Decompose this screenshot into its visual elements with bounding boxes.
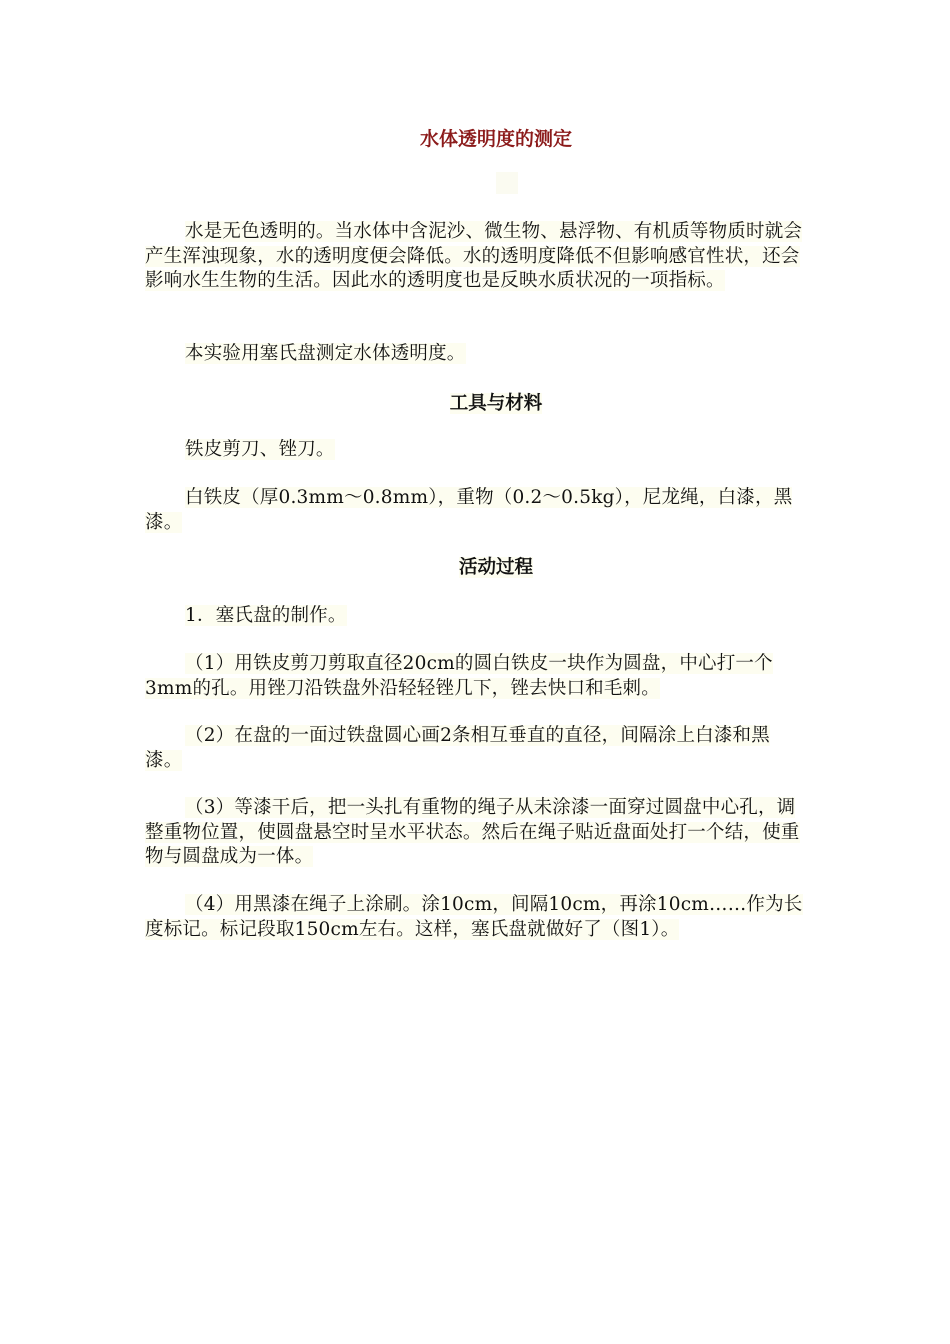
tools-heading-text: 工具与材料 xyxy=(449,393,543,414)
tools-paragraph-2 xyxy=(145,486,805,535)
document-title: 水体透明度的测定 xyxy=(419,128,572,150)
intro-paragraph-2-text: 本实验用塞氏盘测定水体透明度。 xyxy=(185,343,466,364)
step-paragraph-4-text: （3）等漆干后，把一头扎有重物的绳子从未涂漆一面穿过圆盘中心孔，调整重物位置，使圆盘悬空时呈水平状态。然后在绳子贴近盘面处打一个结，使重物与圆盘成为一体。 xyxy=(145,797,800,867)
step-paragraph-4 xyxy=(145,796,805,870)
step-paragraph-1-text: 1．塞氏盘的制作。 xyxy=(185,605,347,626)
process-heading-text: 活动过程 xyxy=(458,557,533,578)
step-paragraph-3 xyxy=(145,724,805,773)
step-paragraph-3-text: （2）在盘的一面过铁盘圆心画2条相互垂直的直径，间隔涂上白漆和黑漆。 xyxy=(145,725,770,771)
step-paragraph-2 xyxy=(145,652,805,701)
tools-heading xyxy=(0,391,950,417)
step-paragraph-5 xyxy=(145,893,805,942)
intro-paragraph-1-text: 水是无色透明的。当水体中含泥沙、微生物、悬浮物、有机质等物质时就会产生浑浊现象，水的透明度便会降低。水的透明度降低不但影响感官性状，还会影响水生生物的生活。因此水的透明度也是反映水质状况的一项指标。 xyxy=(145,221,803,291)
tools-paragraph-1-text: 铁皮剪刀、锉刀。 xyxy=(185,439,335,460)
process-heading xyxy=(0,555,950,581)
intro-paragraph-2 xyxy=(145,342,805,367)
tools-paragraph-2-text: 白铁皮（厚0.3mm～0.8mm），重物（0.2～0.5kg），尼龙绳，白漆，黑漆。 xyxy=(145,487,793,533)
blank-highlight-box xyxy=(496,172,518,194)
intro-paragraph-1 xyxy=(145,220,805,294)
tools-paragraph-1 xyxy=(145,438,805,463)
step-paragraph-1 xyxy=(145,604,805,629)
step-paragraph-5-text: （4）用黑漆在绳子上涂刷。涂10cm，间隔10cm，再涂10cm……作为长度标记。标记段取150cm左右。这样，塞氏盘就做好了（图1）。 xyxy=(145,894,803,940)
step-paragraph-2-text: （1）用铁皮剪刀剪取直径20cm的圆白铁皮一块作为圆盘，中心打一个3mm的孔。用锉刀沿铁盘外沿轻轻锉几下，锉去快口和毛刺。 xyxy=(145,653,773,699)
